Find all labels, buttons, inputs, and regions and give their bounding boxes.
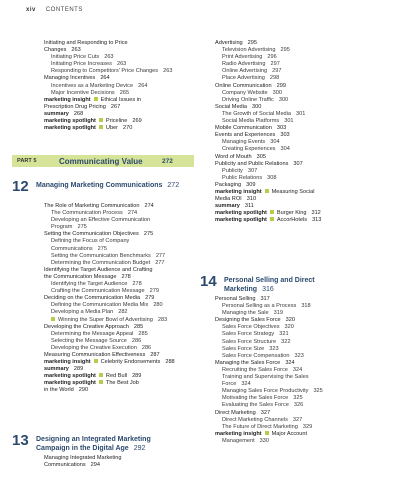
entry-title: Communications (51, 245, 93, 252)
entry-title: Managing the Sale (222, 310, 269, 317)
page-ref: 275 (77, 224, 87, 231)
feature-label: marketing insight (215, 430, 262, 437)
entry-title: Winning the Super Bowl of Advertising (58, 316, 153, 323)
toc-entry[interactable] (215, 417, 375, 424)
page-ref: 313 (312, 217, 322, 224)
entry-title: Media ROI (215, 196, 242, 203)
entry-title: Designing the Sales Force (215, 317, 281, 324)
toc-entry[interactable] (44, 274, 194, 281)
toc-ch13 (44, 455, 194, 469)
feature-title: Celebrity Endorsements (100, 359, 161, 366)
entry-title: Public Relations (222, 174, 263, 181)
green-square-icon (265, 189, 269, 193)
entry-title: Program (51, 224, 73, 231)
entry-title: Responding to Competitors' Price Changes (51, 68, 159, 75)
page-ref: 308 (267, 174, 277, 181)
toc-entry[interactable] (44, 246, 194, 253)
toc-entry[interactable] (44, 317, 194, 324)
entry-title: Initiating Price Increases (51, 61, 112, 68)
page-ref: 311 (244, 203, 254, 210)
feature-label: marketing spotlight (44, 373, 96, 380)
page-ref: 309 (246, 181, 256, 188)
part-page: 272 (162, 157, 173, 165)
entry-title: Determining the Message Appeal (51, 330, 134, 337)
toc-entry[interactable] (44, 366, 194, 373)
toc-entry[interactable] (44, 331, 194, 338)
page-ref: 268 (73, 110, 84, 117)
entry-title: Measuring Communication Effectiveness (44, 351, 146, 358)
page-ref: 289 (73, 366, 84, 373)
entry-title: Managing Integrated Marketing (44, 455, 122, 461)
page-ref: 277 (155, 252, 166, 259)
page-ref: 279 (145, 295, 155, 302)
toc-entry[interactable] (215, 310, 375, 317)
toc-entry[interactable] (44, 203, 194, 210)
entry-title: Personal Selling as a Process (222, 303, 297, 310)
toc-entry[interactable] (44, 455, 194, 462)
page-ref: 327 (292, 416, 303, 423)
toc-entry[interactable] (44, 97, 194, 104)
toc-entry[interactable] (215, 353, 375, 360)
toc-entry[interactable] (44, 338, 194, 345)
page-ref: 278 (121, 273, 131, 280)
feature-label: marketing spotlight (44, 125, 96, 132)
page-ref: 323 (269, 345, 279, 352)
page-ref: 294 (90, 462, 101, 469)
entry-title: Creating Experiences (222, 146, 276, 153)
toc-entry[interactable] (44, 68, 194, 75)
toc-entry[interactable] (44, 118, 194, 125)
page-ref: 270 (123, 125, 133, 132)
green-square-icon (99, 373, 103, 377)
page-ref: 304 (280, 146, 290, 153)
feature-title: AccorHotels (276, 217, 308, 224)
page-ref: 307 (293, 160, 303, 167)
entry-title: Sales Force Strategy (222, 331, 275, 338)
toc-entry[interactable] (215, 154, 375, 161)
entry-title: The Growth of Social Media (222, 110, 292, 117)
entry-title: Deciding on the Communication Media (44, 295, 141, 302)
feature-label: marketing spotlight (215, 217, 267, 224)
page-ref: 312 (311, 210, 321, 217)
toc-entry[interactable] (44, 309, 194, 316)
toc-entry[interactable] (44, 111, 194, 118)
toc-entry[interactable] (44, 281, 194, 288)
page-ref: 269 (132, 118, 142, 125)
toc-entry[interactable] (215, 47, 375, 54)
chapter-13-heading[interactable] (12, 432, 194, 454)
entry-title: Determining the Communication Budget (51, 259, 151, 266)
page-ref: 295 (247, 40, 258, 46)
toc-entry[interactable] (215, 83, 375, 90)
feature-label: marketing spotlight (44, 380, 96, 387)
entry-title: Personal Selling (215, 296, 256, 302)
page-ref: 287 (150, 351, 160, 358)
toc-entry[interactable] (215, 54, 375, 61)
green-square-icon (99, 380, 103, 384)
page-ref: 285 (138, 330, 148, 337)
entry-title: Place Advertising (222, 75, 265, 82)
entry-title: Managing the Sales Force (215, 359, 281, 366)
toc-right-top (215, 40, 375, 224)
entry-title: Developing the Creative Approach (44, 323, 129, 330)
page-ref: 288 (165, 359, 175, 366)
toc-entry[interactable] (215, 139, 375, 146)
feature-label: marketing spotlight (215, 210, 267, 217)
toc-entry[interactable] (215, 61, 375, 68)
page-ref: 263 (163, 68, 173, 75)
entry-title: Initiating and Responding to Price (44, 40, 128, 46)
toc-entry[interactable] (215, 97, 375, 104)
toc-entry[interactable] (215, 381, 375, 388)
entry-title: Social Media (215, 103, 248, 110)
chapter-12-heading[interactable] (12, 178, 194, 200)
page-ref: 290 (78, 387, 89, 394)
entry-title: Packaging (215, 181, 242, 188)
entry-title: Direct Marketing (215, 409, 256, 416)
feature-title: Measuring Social (271, 188, 315, 195)
toc-entry[interactable] (215, 104, 375, 111)
toc-entry[interactable] (215, 303, 375, 310)
page-ref: 298 (269, 75, 280, 82)
toc-entry[interactable] (44, 238, 194, 245)
feature-title: Uber (105, 125, 119, 132)
entry-title: Print Advertising (222, 54, 263, 61)
entry-title: Sales Force Size (222, 345, 265, 352)
entry-title: summary (215, 203, 240, 210)
toc-entry[interactable] (215, 146, 375, 153)
page-ref: 297 (270, 61, 280, 68)
page-ref: 327 (260, 409, 271, 416)
toc-entry[interactable] (215, 410, 375, 417)
toc-entry[interactable] (44, 387, 194, 394)
entry-title: The Communication Process (51, 210, 123, 217)
entry-title: Training and Supervising the Sales (222, 374, 309, 381)
toc-entry[interactable] (215, 360, 375, 367)
page-ref: 267 (110, 103, 121, 110)
chapter-number: 13 (12, 432, 29, 449)
page-ref: 295 (280, 47, 290, 54)
toc-entry[interactable] (44, 90, 194, 97)
page-ref: 278 (132, 281, 142, 288)
toc-entry[interactable] (215, 168, 375, 175)
toc-entry[interactable] (215, 90, 375, 97)
entry-title: Social Media Platforms (222, 118, 280, 125)
toc-entry[interactable] (215, 424, 375, 431)
running-header (26, 7, 83, 13)
page-ref: 324 (241, 381, 251, 388)
chapter-number: 14 (200, 273, 217, 290)
toc-entry[interactable] (215, 296, 375, 303)
toc-entry[interactable] (44, 61, 194, 68)
toc-entry[interactable] (215, 189, 375, 196)
entry-title: Identifying the Target Audience (51, 281, 128, 288)
entry-title: Sales Force Compensation (222, 352, 290, 359)
toc-entry[interactable] (44, 83, 194, 90)
page-ref: 321 (279, 331, 289, 338)
toc-entry[interactable] (215, 132, 375, 139)
page-ref: 320 (284, 324, 294, 331)
page-ref: 274 (144, 203, 154, 209)
page-ref: 285 (133, 323, 144, 330)
toc-entry[interactable] (215, 395, 375, 402)
entry-title: Developing an Effective Communication (51, 217, 151, 224)
toc-entry[interactable] (215, 118, 375, 125)
page-ref: 317 (260, 296, 270, 302)
page-ref: 304 (270, 139, 280, 146)
entry-title: Word of Mouth (215, 153, 252, 160)
feature-label: marketing spotlight (44, 118, 96, 125)
page-ref: 300 (272, 89, 282, 96)
toc-entry[interactable] (215, 324, 375, 331)
toc-entry[interactable] (215, 331, 375, 338)
toc-entry[interactable] (215, 431, 375, 438)
toc-entry[interactable] (44, 47, 194, 54)
entry-title: Recruiting the Sales Force (222, 366, 288, 373)
entry-title: the Communication Message (44, 273, 117, 280)
toc-entry[interactable] (44, 345, 194, 352)
page-ref: 264 (138, 82, 148, 89)
page-ref: 263 (104, 54, 114, 61)
page-ref: 279 (149, 288, 159, 295)
entry-title: Developing the Creative Execution (51, 344, 137, 351)
chapter-title: Managing Marketing Communications 272 (36, 182, 180, 189)
toc-entry[interactable] (44, 40, 194, 47)
chapter-number: 12 (12, 178, 29, 195)
page-ref: 325 (313, 388, 323, 395)
green-square-icon (94, 97, 98, 101)
page-ref: 318 (301, 303, 311, 310)
toc-entry[interactable] (44, 302, 194, 309)
page-ref: 320 (285, 317, 295, 324)
page-ref: 301 (284, 118, 294, 125)
page-ref: 280 (153, 302, 163, 309)
entry-title: Management (222, 437, 255, 444)
page-ref: 330 (259, 437, 269, 444)
page-ref: 299 (276, 82, 286, 89)
entry-title: Managing Sales Force Productivity (222, 388, 309, 395)
page-ref: 324 (285, 359, 295, 366)
page-ref: 263 (71, 47, 81, 54)
entry-title: Managing Events (222, 139, 266, 146)
running-title: CONTENTS (45, 7, 83, 13)
toc-entry[interactable] (44, 380, 194, 387)
entry-title: Developing a Media Plan (51, 309, 114, 316)
toc-entry[interactable] (44, 260, 194, 267)
page-ref: 300 (278, 96, 289, 103)
page-ref: 274 (127, 210, 138, 217)
green-square-icon (99, 118, 103, 122)
page-ref: 289 (132, 373, 142, 380)
page-ref: 275 (97, 245, 108, 252)
entry-title: Defining the Focus of Company (51, 238, 130, 245)
chapter-title: Personal Selling and Direct Marketing 316 (224, 277, 315, 293)
entry-title: Publicity (222, 167, 243, 174)
toc-entry[interactable] (215, 68, 375, 75)
toc-entry[interactable] (44, 359, 194, 366)
page-ref: 323 (294, 352, 304, 359)
feature-label: marketing insight (215, 188, 262, 195)
entry-title: Direct Marketing Channels (222, 416, 288, 423)
page-ref: 277 (155, 259, 165, 266)
entry-title: Prescription Drug Pricing (44, 103, 106, 110)
entry-title: The Role of Marketing Communication (44, 203, 140, 209)
entry-title: Mobile Communication (215, 125, 272, 132)
entry-title: Sales Force Objectives (222, 324, 280, 331)
green-square-icon (99, 125, 103, 129)
toc-entry[interactable] (44, 295, 194, 302)
page-ref: 301 (296, 110, 306, 117)
toc-entry[interactable] (215, 125, 375, 132)
toc-entry[interactable] (44, 210, 194, 217)
toc-entry[interactable] (215, 111, 375, 118)
entry-title: Initiating Price Cuts (51, 54, 100, 61)
feature-title: Ethical Issues in (100, 96, 142, 103)
toc-entry[interactable] (44, 267, 194, 274)
page-ref: 297 (272, 68, 282, 75)
chapter-title: Designing an Integrated Marketing Campaign in the Digital Age 292 (36, 436, 151, 452)
toc-entry[interactable] (44, 217, 194, 224)
toc-entry[interactable] (44, 231, 194, 238)
toc-entry[interactable] (44, 75, 194, 82)
toc-entry[interactable] (215, 346, 375, 353)
entry-title: Motivating the Sales Force (222, 395, 289, 402)
entry-title: Driving Online Traffic (222, 96, 274, 103)
entry-title: The Future of Direct Marketing (222, 423, 298, 430)
toc-entry[interactable] (215, 374, 375, 381)
feature-label: marketing insight (44, 359, 91, 366)
page-ref: 326 (293, 402, 304, 409)
page-ref: 329 (302, 423, 313, 430)
entry-title: Identifying the Target Audience and Crafting (44, 266, 153, 273)
toc-entry[interactable] (215, 317, 375, 324)
page-ref: 303 (276, 125, 287, 132)
page-ref: 264 (100, 75, 110, 82)
toc-entry[interactable] (44, 373, 194, 380)
toc-entry[interactable] (44, 253, 194, 260)
entry-title: Defining the Communication Media Mix (51, 302, 149, 309)
page-ref: 310 (246, 196, 257, 203)
entry-title: Managing Incentives (44, 75, 96, 82)
entry-title: summary (44, 110, 69, 117)
page-ref: 263 (116, 61, 127, 68)
page-ref: 296 (267, 54, 277, 61)
entry-title: summary (44, 366, 69, 373)
entry-title: Publicity and Public Relations (215, 160, 289, 167)
page-ref: 265 (119, 89, 130, 96)
page-ref: 305 (256, 153, 266, 160)
page-ref: 322 (281, 338, 291, 345)
toc-left-top (44, 40, 194, 132)
toc-entry[interactable] (44, 288, 194, 295)
feature-title: Red Bull (105, 373, 128, 380)
toc-entry[interactable] (215, 182, 375, 189)
green-square-icon (270, 217, 274, 221)
toc-entry[interactable] (215, 210, 375, 217)
page-ref: 303 (280, 132, 290, 139)
page-ref: 275 (143, 231, 154, 238)
feature-label: marketing insight (44, 96, 91, 103)
entry-title: Incentives as a Marketing Device (51, 82, 134, 89)
toc-entry[interactable] (215, 161, 375, 168)
entry-title: Online Communication (215, 82, 272, 89)
entry-title: Television Advertising (222, 47, 276, 54)
toc-entry[interactable] (44, 324, 194, 331)
page-ref: 283 (157, 316, 168, 323)
toc-entry[interactable] (215, 217, 375, 224)
entry-title: Force (222, 381, 237, 388)
entry-title: Setting the Communication Objectives (44, 231, 139, 238)
part-label: PART 5 (17, 158, 37, 164)
toc-entry[interactable] (215, 339, 375, 346)
page-ref: 286 (141, 344, 152, 351)
toc-entry[interactable] (44, 224, 194, 231)
green-square-icon (51, 317, 55, 321)
part-banner (12, 155, 194, 167)
page-ref: 300 (252, 103, 262, 110)
entry-title: Advertising (215, 40, 243, 46)
toc-entry[interactable] (44, 54, 194, 61)
toc-entry[interactable] (44, 125, 194, 132)
entry-title: Evaluating the Sales Force (222, 402, 289, 409)
toc-entry[interactable] (215, 367, 375, 374)
page-number: xiv (26, 7, 36, 13)
toc-entry[interactable] (215, 196, 375, 203)
entry-title: Communications (44, 462, 86, 469)
toc-entry[interactable] (44, 462, 194, 469)
page-ref: 324 (292, 366, 303, 373)
entry-title: Selecting the Message Source (51, 337, 127, 344)
page-ref: 325 (293, 395, 303, 402)
entry-title: in the World (44, 387, 74, 394)
entry-title: Company Website (222, 89, 268, 96)
toc-entry[interactable] (215, 402, 375, 409)
feature-title: Priceline (105, 118, 128, 125)
feature-title: Major Account (271, 430, 308, 437)
entry-title: Events and Experiences (215, 132, 276, 139)
page-ref: 282 (118, 309, 128, 316)
chapter-14-heading[interactable] (200, 273, 390, 295)
toc-ch14 (215, 296, 375, 445)
part-title: Communicating Value (59, 156, 143, 166)
entry-title: Changes (44, 47, 67, 54)
toc-entry[interactable] (44, 352, 194, 359)
entry-title: Crafting the Communication Message (51, 288, 145, 295)
feature-title: Burger King (276, 210, 307, 217)
toc-entry[interactable] (215, 175, 375, 182)
toc-entry[interactable] (44, 104, 194, 111)
toc-entry[interactable] (215, 203, 375, 210)
green-square-icon (94, 359, 98, 363)
page-ref: 307 (247, 167, 258, 174)
page-ref: 319 (273, 310, 283, 317)
toc-entry[interactable] (215, 388, 375, 395)
page-ref: 286 (131, 337, 142, 344)
entry-title: Online Advertising (222, 68, 268, 75)
green-square-icon (270, 210, 274, 214)
entry-title: Major Incentive Decisions (51, 89, 115, 96)
green-square-icon (265, 431, 269, 435)
entry-title: Setting the Communication Benchmarks (51, 252, 151, 259)
toc-entry[interactable] (215, 40, 375, 47)
entry-title: Radio Advertising (222, 61, 266, 68)
toc-entry[interactable] (215, 75, 375, 82)
toc-entry[interactable] (215, 438, 375, 445)
entry-title: Sales Force Structure (222, 338, 277, 345)
feature-title: The Best Job (105, 380, 139, 387)
toc-ch12 (44, 203, 194, 395)
